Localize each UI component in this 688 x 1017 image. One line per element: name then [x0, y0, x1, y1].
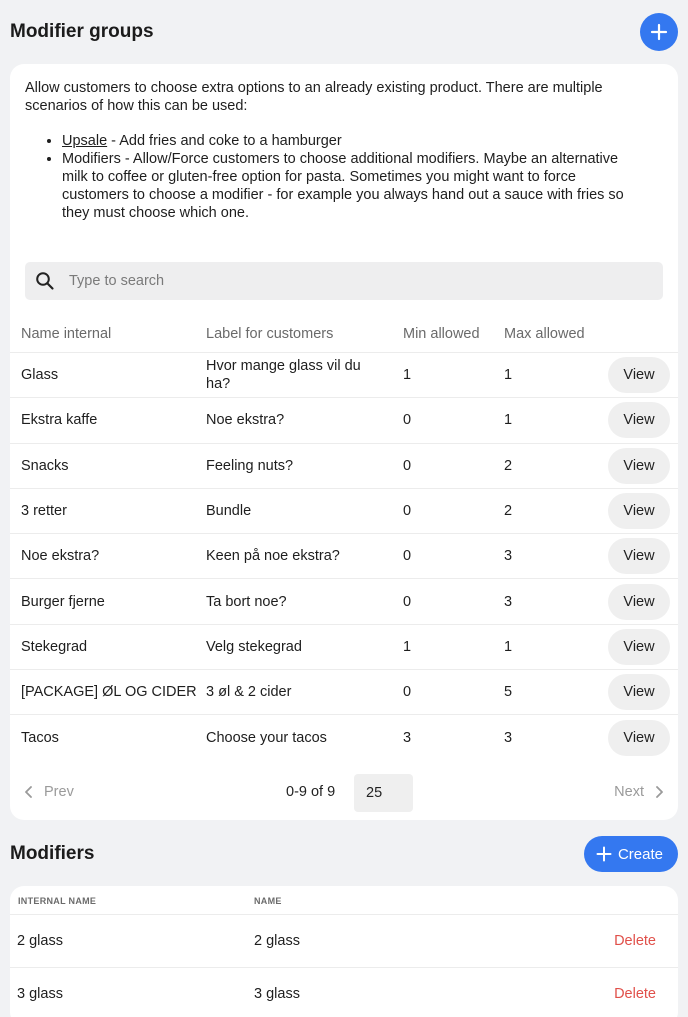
table-row	[10, 352, 678, 397]
column-header-max: Max allowed	[504, 326, 585, 342]
cell-name: 2 glass	[254, 933, 300, 949]
add-modifier-group-button[interactable]	[640, 13, 678, 51]
page-size-select[interactable]: 25	[354, 774, 413, 812]
next-label: Next	[614, 784, 644, 800]
column-header-label: Label for customers	[206, 326, 334, 342]
table-row	[10, 397, 678, 442]
cell-name-internal: Tacos	[21, 729, 59, 746]
view-button[interactable]: View	[608, 720, 670, 756]
description-list	[25, 132, 640, 222]
cell-name-internal: Stekegrad	[21, 638, 88, 655]
cell-max: 2	[504, 457, 513, 474]
pagination	[10, 774, 678, 812]
cell-label: 3 øl & 2 cider	[206, 684, 292, 701]
next-page-button[interactable]	[614, 784, 664, 800]
cell-name-internal: Snacks	[21, 457, 69, 474]
cell-name-internal: Noe ekstra?	[21, 548, 100, 565]
cell-label: Feeling nuts?	[206, 457, 294, 474]
modifier-groups-title: Modifier groups	[10, 21, 154, 42]
cell-max: 3	[504, 729, 513, 746]
view-button[interactable]: View	[608, 402, 670, 438]
cell-min: 0	[403, 548, 412, 565]
cell-internal-name: 2 glass	[17, 933, 63, 949]
bullet-modifiers	[62, 150, 640, 222]
cell-min: 1	[403, 638, 412, 655]
column-header-name: NAME	[254, 896, 282, 906]
table-row	[10, 669, 678, 714]
bullet-term: Upsale	[62, 133, 108, 149]
table-header	[10, 316, 678, 352]
search-input[interactable]	[69, 273, 609, 289]
table-row	[10, 578, 678, 623]
view-button[interactable]: View	[608, 448, 670, 484]
bullet-text: - Allow/Force customers to choose additional modifiers. Maybe an alternative milk to coffee or gluten-free option for pasta. Sometimes you might want to force customers to choose a modifier - for example you always hand out a sauce with fries so they must choose which one.	[62, 151, 624, 221]
cell-max: 5	[504, 684, 513, 701]
cell-name-internal: Glass	[21, 367, 59, 384]
cell-max: 1	[504, 367, 513, 384]
view-button[interactable]: View	[608, 357, 670, 393]
cell-min: 0	[403, 684, 412, 701]
prev-label: Prev	[44, 784, 74, 800]
search-bar	[25, 262, 663, 300]
chevron-right-icon	[654, 786, 664, 798]
modifier-groups-card	[10, 64, 678, 820]
page-range: 0-9 of 9	[286, 784, 336, 800]
table-row	[10, 533, 678, 578]
modifiers-card	[10, 886, 678, 1017]
cell-name-internal: Ekstra kaffe	[21, 412, 98, 429]
view-button[interactable]: View	[608, 629, 670, 665]
view-button[interactable]: View	[608, 584, 670, 620]
cell-name: 3 glass	[254, 986, 300, 1002]
table-row	[10, 714, 678, 759]
view-button[interactable]: View	[608, 538, 670, 574]
cell-max: 2	[504, 503, 513, 520]
description	[25, 79, 640, 222]
cell-name-internal: 3 retter	[21, 503, 67, 520]
cell-min: 0	[403, 503, 412, 520]
cell-label: Choose your tacos	[206, 729, 327, 746]
cell-internal-name: 3 glass	[17, 986, 63, 1002]
view-button[interactable]: View	[608, 674, 670, 710]
column-header-internal-name: INTERNAL NAME	[18, 896, 97, 906]
chevron-left-icon	[24, 786, 34, 798]
cell-min: 0	[403, 593, 412, 610]
cell-label: Bundle	[206, 503, 252, 520]
cell-min: 0	[403, 457, 412, 474]
cell-name-internal: [PACKAGE] ØL OG CIDER	[21, 684, 197, 701]
plus-icon	[596, 846, 612, 862]
column-header-name-internal: Name internal	[21, 326, 112, 342]
view-button[interactable]: View	[608, 493, 670, 529]
table-row	[10, 967, 678, 1017]
delete-button[interactable]: Delete	[614, 933, 656, 949]
bullet-term: Modifiers	[62, 151, 121, 167]
modifiers-header	[0, 834, 688, 874]
create-modifier-button[interactable]	[584, 836, 678, 872]
description-intro: Allow customers to choose extra options to an already existing product. There are multiple scenarios of how this can be used:	[25, 80, 603, 114]
delete-button[interactable]: Delete	[614, 986, 656, 1002]
cell-label: Keen på noe ekstra?	[206, 548, 340, 565]
cell-min: 0	[403, 412, 412, 429]
modifier-groups-table	[10, 352, 678, 760]
plus-icon	[650, 23, 668, 41]
cell-name-internal: Burger fjerne	[21, 593, 105, 610]
cell-label: Velg stekegrad	[206, 638, 302, 655]
cell-min: 3	[403, 729, 412, 746]
bullet-upsale	[62, 132, 640, 150]
modifier-groups-header	[0, 12, 688, 52]
bullet-text: - Add fries and coke to a hamburger	[107, 133, 342, 149]
cell-max: 1	[504, 638, 513, 655]
table-row	[10, 914, 678, 966]
cell-max: 1	[504, 412, 513, 429]
prev-page-button[interactable]	[24, 784, 74, 800]
cell-label: Hvor mange glass vil du ha?	[206, 358, 361, 393]
cell-label: Ta bort noe?	[206, 593, 287, 610]
table-row	[10, 488, 678, 533]
table-row	[10, 624, 678, 669]
create-label: Create	[617, 845, 663, 863]
cell-label: Noe ekstra?	[206, 412, 285, 429]
search-icon	[35, 271, 55, 291]
cell-max: 3	[504, 593, 513, 610]
cell-max: 3	[504, 548, 513, 565]
table-row	[10, 443, 678, 488]
cell-min: 1	[403, 367, 412, 384]
column-header-min: Min allowed	[403, 326, 480, 342]
modifiers-title: Modifiers	[10, 843, 95, 864]
